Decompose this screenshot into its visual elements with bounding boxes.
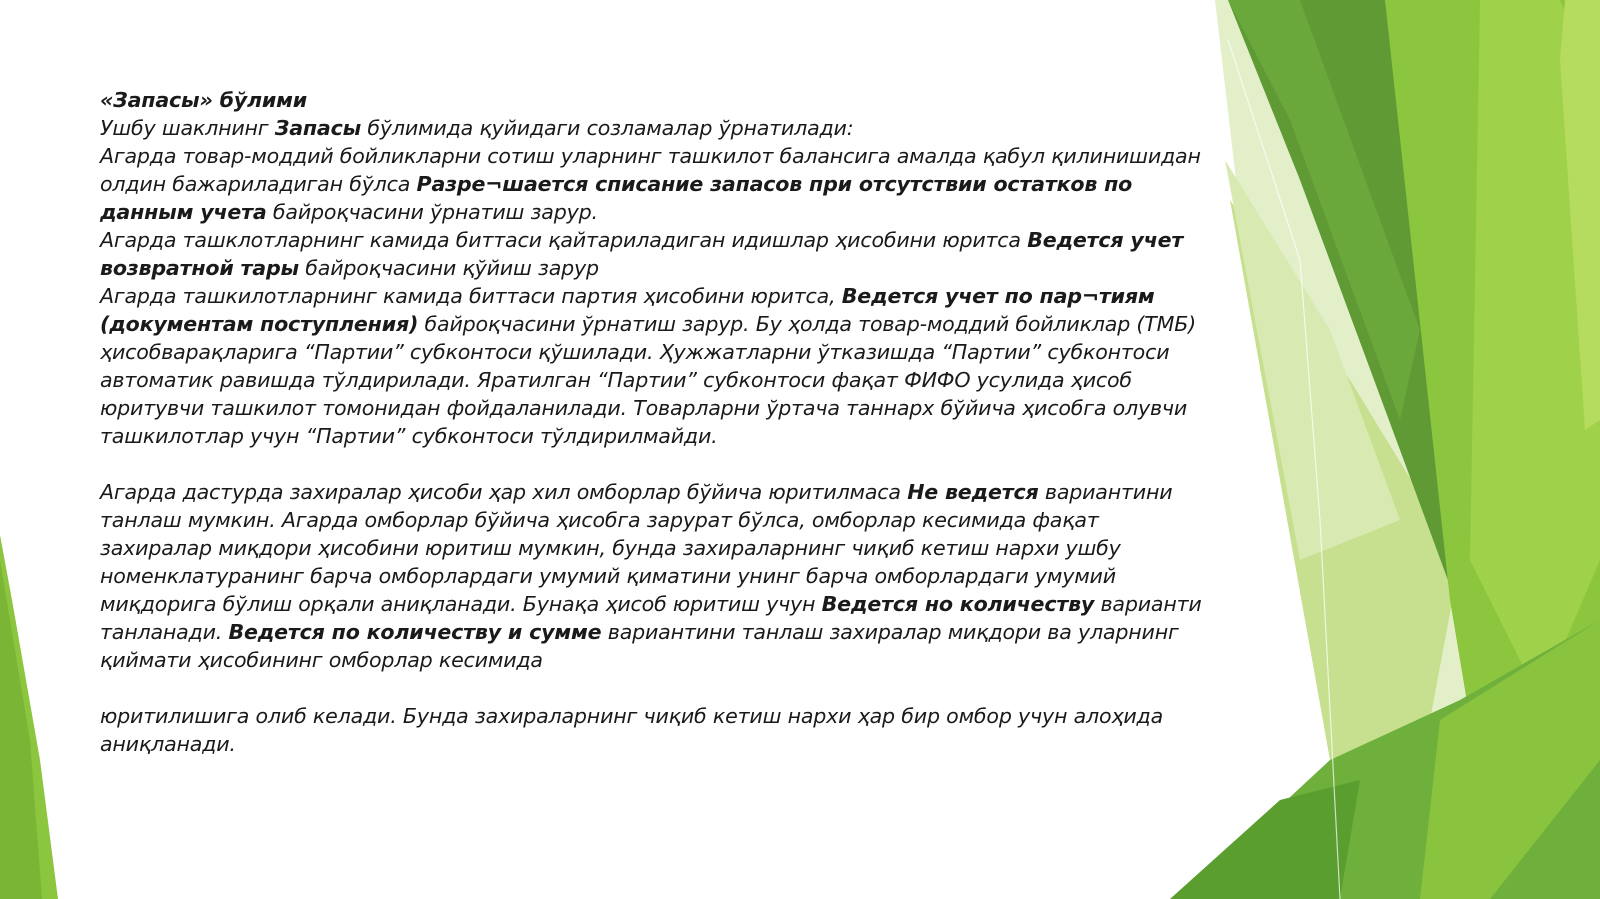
bottom-right-dark-facet [1170,780,1360,899]
paragraph-intro: Ушбу шаклнинг Запасы бўлимида қуйидаги созламалар ўрнатилади: [100,116,854,140]
paragraph-conclusion: юритилишига олиб келади. Бунда захираларнинг чиқиб кетиш нархи ҳар бир омбор учун алоҳида аниқланади. [100,704,1164,756]
paragraph-batches: Агарда ташкилотларнинг камида биттаси партия ҳисобини юритса, Ведется учет по пар¬тиям (документам поступления) байроқчасини ўрнатиш зарур. Бу ҳолда товар-моддий бойликлар (ТМБ) ҳисобварақларига “Партии” субконтоси қўшилади. Ҳужжатларни ўтказишда “Партии” субконтоси автоматик равишда тўлдирилади. Яратилган “Партии” субконтоси фақат ФИФО усулида ҳисоб юритувчи ташкилот томонидан фойдаланилади. Товарларни ўртача таннарх бўйича ҳисобга олувчи ташкилотлар учун “Партии” субконтоси тўлдирилмайди. [100,284,1196,448]
section-heading: «Запасы» бўлими [100,88,307,112]
left-green-shade [0,560,42,899]
paragraph-write-off: Агарда товар-моддий бойликларни сотиш уларнинг ташкилот балансига амалда қабул қилинишидан олдин бажариладиган бўлса Разре¬шается списание запасов при отсутствии остатков по данным учета байроқчасини ўрнатиш зарур. [100,144,1201,224]
paragraph-warehouses: Агарда дастурда захиралар ҳисоби ҳар хил омборлар бўйича юритилмаса Не ведется вариантини танлаш мумкин. Агарда омборлар бўйича ҳисобга зарурат бўлса, омборлар кесимида фақат захиралар миқдори ҳисобини юритиш мумкин, бунда захираларнинг чиқиб кетиш нархи ушбу номенклатуранинг барча омборлардаги умумий қиматини унинг барча омборлардаги умумий миқдорига бўлиш орқали аниқланади. Бунақа ҳисоб юритиш учун Ведется но количеству варианти танланади. Ведется по количеству и сумме вариантини танлаш захиралар миқдори ва уларнинг қиймати ҳисобининг омборлар кесимида [100,480,1202,672]
body-text [100,86,1205,758]
paragraph-returnable-containers: Агарда ташклотларнинг камида биттаси қайтариладиган идишлар ҳисобини юритса Ведется учет возвратной тары байроқчасини қўйиш зарур [100,228,1184,280]
paragraph-gap [100,450,1205,478]
paragraph-gap [100,674,1205,702]
